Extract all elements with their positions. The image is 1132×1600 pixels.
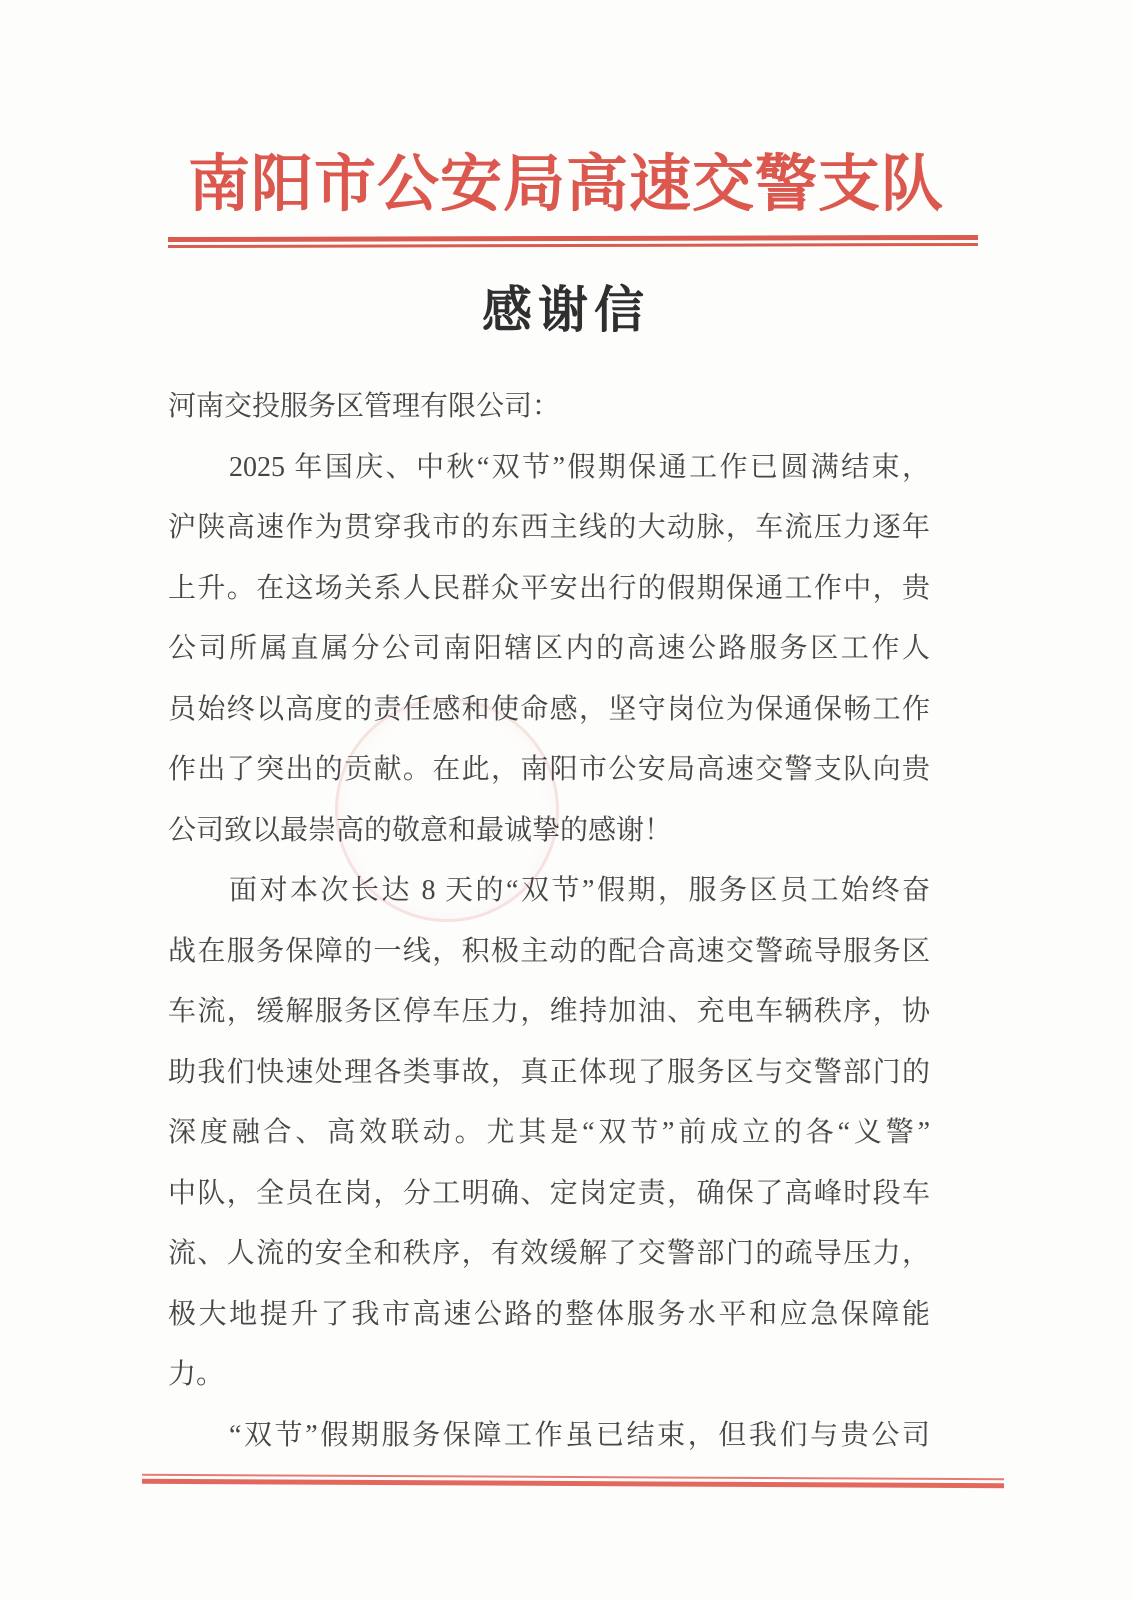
- body-line: 深度融合、高效联动。尤其是“双节”前成立的各“义警”: [168, 1117, 930, 1148]
- body-line: “双节”假期服务保障工作虽已结束，但我们与贵公司: [229, 1419, 930, 1451]
- body-line: 2025 年国庆、中秋“双节”假期保通工作已圆满结束，: [229, 451, 930, 483]
- body-line: 公司致以最崇高的敬意和最诚挚的感谢！: [168, 814, 673, 846]
- letter-title: 感谢信: [482, 282, 650, 338]
- body-line: 员始终以高度的责任感和使命感，坚守岗位为保通保畅工作: [168, 693, 930, 725]
- body-line: 面对本次长达 8 天的“双节”假期，服务区员工始终奋: [229, 875, 930, 906]
- footer-divider: [142, 1474, 1004, 1489]
- body-line: 上升。在这场关系人民群众平安出行的假期保通工作中，贵: [168, 572, 930, 604]
- body-line: 车流，缓解服务区停车压力，维持加油、充电车辆秩序，协: [168, 996, 930, 1027]
- body-line: 中队，全员在岗，分工明确、定岗定责，确保了高峰时段车: [168, 1177, 930, 1209]
- body-line: 沪陕高速作为贯穿我市的东西主线的大动脉，车流压力逐年: [168, 512, 930, 543]
- body-line: 战在服务保障的一线，积极主动的配合高速交警疏导服务区: [168, 935, 930, 967]
- letterhead-title: 南阳市公安局高速交警支队: [187, 151, 944, 219]
- letter-body: [168, 377, 930, 1466]
- body-line: 力。: [168, 1359, 225, 1390]
- body-line: 作出了突出的贡献。在此，南阳市公安局高速交警支队向贵: [168, 754, 930, 785]
- header-divider: [168, 235, 978, 248]
- salutation: 河南交投服务区管理有限公司：: [168, 391, 561, 422]
- body-line: 极大地提升了我市高速公路的整体服务水平和应急保障能: [168, 1298, 930, 1330]
- body-line: 公司所属直属分公司南阳辖区内的高速公路服务区工作人: [168, 633, 930, 664]
- body-line: 流、人流的安全和秩序，有效缓解了交警部门的疏导压力，: [168, 1238, 930, 1269]
- body-line: 助我们快速处理各类事故，真正体现了服务区与交警部门的: [168, 1056, 930, 1088]
